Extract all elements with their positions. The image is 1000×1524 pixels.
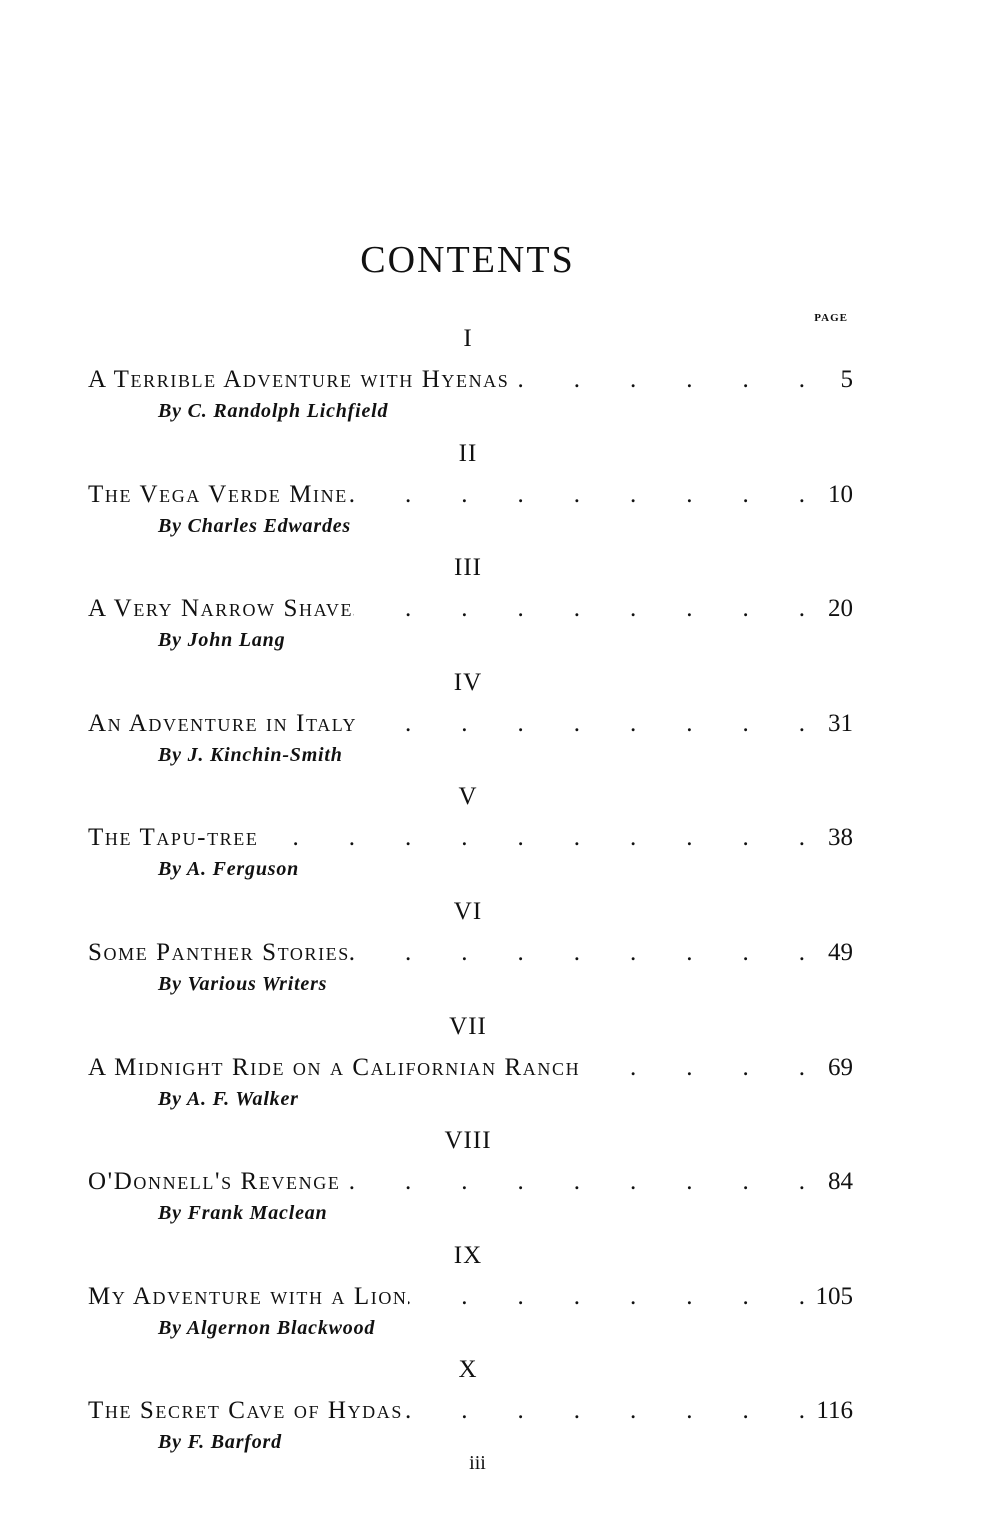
entry-line[interactable] [88, 595, 853, 623]
page-column-label: PAGE [814, 312, 848, 324]
chapter-author: By John Lang [158, 629, 286, 652]
chapter-title: A Midnight Ride on a Californian Ranch [88, 1053, 581, 1081]
page-title: CONTENTS [360, 239, 575, 281]
chapter-author: By A. F. Walker [158, 1087, 299, 1110]
page-number: 38 [828, 824, 853, 852]
page-number: 31 [828, 709, 853, 737]
contents-entry [88, 897, 853, 1012]
page-number: 116 [816, 1397, 853, 1425]
contents-entry [88, 668, 853, 783]
chapter-title: The Tapu-tree [88, 824, 259, 852]
entry-line[interactable] [88, 1397, 853, 1425]
chapter-numeral: I [463, 325, 473, 352]
entry-line[interactable] [88, 1168, 853, 1196]
entry-line[interactable] [88, 366, 853, 394]
chapter-numeral: X [458, 1356, 478, 1384]
entry-line[interactable] [88, 710, 853, 738]
contents-list [88, 324, 853, 1470]
chapter-numeral: III [454, 554, 482, 582]
chapter-title: My Adventure with a Lion [88, 1282, 408, 1310]
chapter-title: An Adventure in Italy [88, 709, 358, 737]
chapter-title: Some Panther Stories [88, 938, 350, 966]
chapter-author: By J. Kinchin-Smith [158, 743, 343, 766]
chapter-author: By Algernon Blackwood [158, 1316, 376, 1339]
chapter-author: By Charles Edwardes [158, 514, 352, 537]
entry-line[interactable] [88, 939, 853, 967]
chapter-numeral: IV [453, 668, 483, 696]
chapter-title: A Terrible Adventure with Hyenas [88, 366, 510, 393]
dot-leaders [580, 1054, 813, 1082]
dot-leaders [509, 366, 813, 394]
dot-leaders [258, 824, 813, 852]
dot-leaders [357, 710, 813, 738]
chapter-author: By C. Randolph Lichfield [158, 400, 389, 422]
chapter-author: By F. Barford [158, 1431, 282, 1454]
dot-leaders [348, 481, 813, 509]
page-number: 10 [828, 480, 853, 508]
dot-leaders [403, 1397, 813, 1425]
chapter-numeral: VI [453, 897, 483, 925]
contents-entry [88, 553, 853, 668]
page-number: 49 [828, 938, 853, 966]
entry-line[interactable] [88, 481, 853, 509]
chapter-numeral: VIII [444, 1127, 492, 1155]
chapter-title: O'Donnell's Revenge [88, 1168, 341, 1196]
chapter-author: By Frank Maclean [158, 1202, 328, 1225]
page-number: 84 [828, 1168, 853, 1196]
page-folio: iii [469, 1452, 486, 1474]
chapter-numeral: II [458, 439, 478, 467]
page-number: 105 [815, 1282, 853, 1310]
contents-entry [88, 1241, 853, 1356]
contents-entry [88, 1012, 853, 1127]
contents-entry [88, 324, 853, 439]
dot-leaders [408, 1283, 813, 1311]
page-number: 5 [840, 366, 853, 393]
chapter-author: By Various Writers [158, 972, 328, 995]
chapter-title: The Vega Verde Mine [88, 480, 348, 508]
contents-entry [88, 439, 853, 554]
dot-leaders [340, 1168, 813, 1196]
entry-line[interactable] [88, 1054, 853, 1082]
page-number: 69 [828, 1053, 853, 1081]
entry-line[interactable] [88, 824, 853, 852]
contents-entry [88, 1126, 853, 1241]
contents-entry [88, 782, 853, 897]
chapter-numeral: V [458, 783, 478, 811]
dot-leaders [350, 939, 813, 967]
chapter-numeral: IX [453, 1241, 483, 1269]
dot-leaders [353, 595, 813, 623]
chapter-numeral: VII [449, 1012, 487, 1040]
chapter-title: A Very Narrow Shave [88, 595, 354, 623]
page-number: 20 [828, 595, 853, 623]
chapter-title: The Secret Cave of Hydas [88, 1397, 403, 1425]
chapter-author: By A. Ferguson [158, 858, 300, 881]
entry-line[interactable] [88, 1283, 853, 1311]
